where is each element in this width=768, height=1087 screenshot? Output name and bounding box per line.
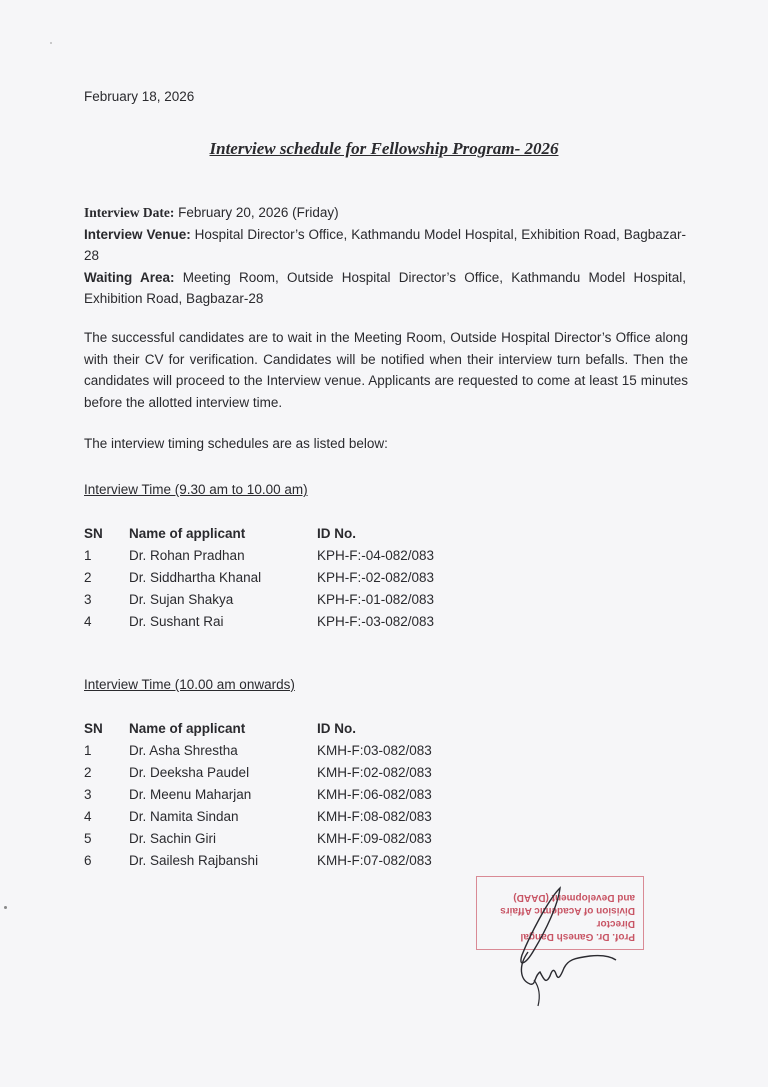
cell-name: Dr. Sailesh Rajbanshi — [129, 852, 259, 868]
session-1-title: Interview Time (9.30 am to 10.00 am) — [84, 482, 308, 497]
stamp-line: Director — [596, 918, 635, 929]
cell-id: KMH-F:02-082/083 — [317, 764, 432, 780]
table-header-row — [84, 522, 477, 544]
cell-sn: 1 — [84, 547, 92, 563]
cell-id: KMH-F:07-082/083 — [317, 852, 432, 868]
interview-date-line — [84, 202, 686, 224]
cell-sn: 5 — [84, 830, 92, 846]
header-sn: SN — [84, 720, 103, 736]
table-row — [84, 566, 477, 588]
cell-sn: 3 — [84, 591, 92, 607]
cell-name: Dr. Deeksha Paudel — [129, 764, 250, 780]
document-date: February 18, 2026 — [84, 89, 195, 104]
table-row — [84, 761, 477, 783]
cell-id: KMH-F:06-082/083 — [317, 786, 432, 802]
cell-name: Dr. Sujan Shakya — [129, 591, 234, 607]
cell-sn: 3 — [84, 786, 92, 802]
interview-info — [84, 202, 686, 310]
header-id: ID No. — [317, 720, 356, 736]
cell-id: KMH-F:08-082/083 — [317, 808, 432, 824]
cell-sn: 4 — [84, 613, 92, 629]
cell-id: KPH-F:-04-082/083 — [317, 547, 435, 563]
cell-id: KPH-F:-01-082/083 — [317, 591, 435, 607]
stamp-line: and Development (DAAD) — [513, 892, 635, 903]
interview-date-value: February 20, 2026 (Friday) — [178, 205, 339, 220]
table-row — [84, 610, 477, 632]
cell-id: KPH-F:-02-082/083 — [317, 569, 435, 585]
interview-venue-value: Hospital Director’s Office, Kathmandu Model Hospital, Exhibition Road, Bagbazar-28 — [84, 226, 686, 263]
table-header-row — [84, 717, 477, 739]
waiting-area-value: Meeting Room, Outside Hospital Director’s Office, Kathmandu Model Hospital, Exhibition Road, Bagbazar-28 — [84, 269, 686, 306]
session-1-table — [84, 522, 477, 632]
cell-name: Dr. Sushant Rai — [129, 613, 224, 629]
scan-speck — [4, 906, 7, 909]
header-id: ID No. — [317, 525, 356, 541]
cell-name: Dr. Namita Sindan — [129, 808, 239, 824]
cell-name: Dr. Meenu Maharjan — [129, 786, 252, 802]
cell-id: KMH-F:03-082/083 — [317, 742, 432, 758]
signature-image — [500, 880, 640, 1010]
cell-id: KMH-F:09-082/083 — [317, 830, 432, 846]
table-row — [84, 588, 477, 610]
cell-sn: 2 — [84, 569, 92, 585]
waiting-area-line — [84, 267, 686, 310]
interview-venue-line — [84, 224, 686, 267]
cell-id: KPH-F:-03-082/083 — [317, 613, 435, 629]
schedule-intro: The interview timing schedules are as listed below: — [84, 436, 388, 451]
cell-name: Dr. Asha Shrestha — [129, 742, 238, 758]
cell-name: Dr. Siddhartha Khanal — [129, 569, 262, 585]
instructions-paragraph: The successful candidates are to wait in the Meeting Room, Outside Hospital Director’s Office along with their CV for verification. Candidates will be notified when their interview turn befalls. Then the candidates will proceed to the Interview venue. Applicants are requested to come at least 15 minutes before the allotted interview time. — [84, 330, 688, 410]
interview-venue-label: Interview Venue: — [84, 226, 191, 242]
document-title — [0, 139, 768, 159]
header-name: Name of applicant — [129, 525, 246, 541]
table-row — [84, 783, 477, 805]
session-2-title: Interview Time (10.00 am onwards) — [84, 677, 295, 692]
cell-sn: 2 — [84, 764, 92, 780]
cell-sn: 6 — [84, 852, 92, 868]
stamp-line: Prof. Dr. Ganesh Dangal — [520, 931, 635, 942]
header-sn: SN — [84, 525, 103, 541]
table-row — [84, 849, 477, 871]
stamp-line: Division of Academic Affairs — [500, 905, 635, 916]
table-row — [84, 827, 477, 849]
header-name: Name of applicant — [129, 720, 246, 736]
interview-date-label: Interview Date: — [84, 205, 175, 220]
table-row — [84, 544, 477, 566]
document-title-text: Interview schedule for Fellowship Program- 2026 — [209, 139, 559, 158]
session-2-table — [84, 717, 477, 871]
waiting-area-label: Waiting Area: — [84, 269, 175, 285]
cell-sn: 1 — [84, 742, 92, 758]
scan-speck — [50, 42, 52, 44]
table-row — [84, 805, 477, 827]
cell-name: Dr. Sachin Giri — [129, 830, 217, 846]
cell-name: Dr. Rohan Pradhan — [129, 547, 245, 563]
cell-sn: 4 — [84, 808, 92, 824]
table-row — [84, 739, 477, 761]
